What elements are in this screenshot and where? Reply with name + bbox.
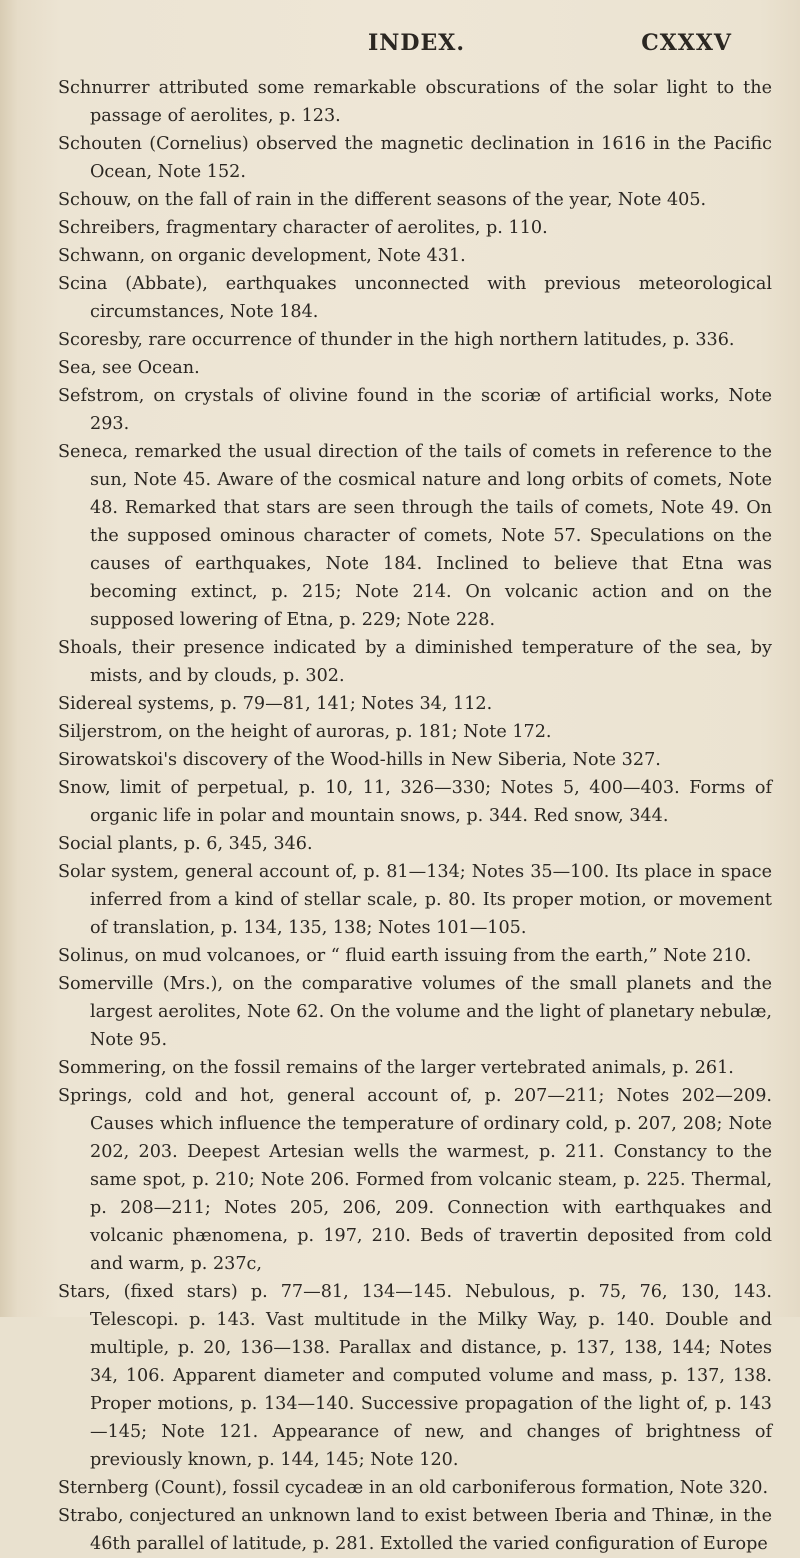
index-entry: Sefstrom, on crystals of olivine found in the scoriæ of artificial works, Note 293. (58, 386, 772, 434)
index-entry: Schouw, on the fall of rain in the different seasons of the year, Note 405. (58, 190, 707, 210)
index-entry: Solinus, on mud volcanoes, or “ fluid earth issuing from the earth,” Note 210. (58, 946, 752, 966)
index-entry: Scina (Abbate), earthquakes unconnected with previous meteorological circumstances, Note 184. (58, 274, 772, 322)
index-entry: Schwann, on organic development, Note 431. (58, 246, 466, 266)
index-entry: Sea, see Ocean. (58, 358, 200, 378)
index-entry: Solar system, general account of, p. 81—134; Notes 35—100. Its place in space inferred from a kind of stellar scale, p. 80. Its proper motion, or movement of translation, p. 134, 135, 138; Notes 101—105. (58, 862, 772, 938)
index-entry: Sommering, on the fossil remains of the larger vertebrated animals, p. 261. (58, 1058, 734, 1078)
index-entry: Social plants, p. 6, 345, 346. (58, 834, 313, 854)
index-entry: Springs, cold and hot, general account of, p. 207—211; Notes 202—209. Causes which influence the temperature of ordinary cold, p. 207, 208; Note 202, 203. Deepest Artesian wells the warmest, p. 211. Constancy to the same spot, p. 210; Note 206. Formed from volcanic steam, p. 225. Thermal, p. 208—211; Notes 205, 206, 209. Connection with earthquakes and volcanic phænomena, p. 197, 210. Beds of travertin deposited from cold and warm, p. 237c, (58, 1086, 772, 1274)
index-entry: Strabo, conjectured an unknown land to exist between Iberia and Thinæ, in the 46th parallel of latitude, p. 281. Extolled the varied configuration of Europe (58, 1506, 772, 1554)
index-entry: Siljerstrom, on the height of auroras, p. 181; Note 172. (58, 722, 552, 742)
page-number: CXXXV (641, 30, 732, 56)
index-entry: Snow, limit of perpetual, p. 10, 11, 326—330; Notes 5, 400—403. Forms of organic life in polar and mountain snows, p. 344. Red snow, 344. (58, 778, 772, 826)
index-entry: Stars, (fixed stars) p. 77—81, 134—145. Nebulous, p. 75, 76, 130, 143. Telescopi. p. 143. Vast multitude in the Milky Way, p. 140. Double and multiple, p. 20, 136—138. Parallax and distance, p. 137, 138, 144; Notes 34, 106. Apparent diameter and computed volume and mass, p. 137, 138. Proper motions, p. 134—140. Successive propagation of the light of, p. 143—145; Note 121. Appearance of new, and changes of brightness of previously known, p. 144, 145; Note 120. (58, 1282, 772, 1470)
index-entry: Shoals, their presence indicated by a diminished temperature of the sea, by mists, and by clouds, p. 302. (58, 638, 772, 686)
index-entry: Sternberg (Count), fossil cycadeæ in an old carboniferous formation, Note 320. (58, 1478, 769, 1498)
index-entries (58, 74, 772, 1558)
header-title: INDEX. (368, 30, 465, 56)
index-entry: Seneca, remarked the usual direction of the tails of comets in reference to the sun, Note 45. Aware of the cosmical nature and long orbits of comets, Note 48. Remarked that stars are seen through the tails of comets, Note 49. On the supposed ominous character of comets, Note 57. Speculations on the causes of earthquakes, Note 184. Inclined to believe that Etna was becoming extinct, p. 215; Note 214. On volcanic action and on the supposed lowering of Etna, p. 229; Note 228. (58, 442, 772, 630)
running-header (0, 30, 800, 60)
index-entry: Schnurrer attributed some remarkable obscurations of the solar light to the passage of aerolites, p. 123. (58, 78, 772, 126)
index-entry: Scoresby, rare occurrence of thunder in the high northern latitudes, p. 336. (58, 330, 735, 350)
index-entry: Sidereal systems, p. 79—81, 141; Notes 34, 112. (58, 694, 493, 714)
index-entry: Sirowatskoi's discovery of the Wood-hills in New Siberia, Note 327. (58, 750, 661, 770)
index-entry: Somerville (Mrs.), on the comparative volumes of the small planets and the largest aerolites, Note 62. On the volume and the light of planetary nebulæ, Note 95. (58, 974, 772, 1050)
index-entry: Schouten (Cornelius) observed the magnetic declination in 1616 in the Pacific Ocean, Note 152. (58, 134, 772, 182)
index-entry: Schreibers, fragmentary character of aerolites, p. 110. (58, 218, 548, 238)
